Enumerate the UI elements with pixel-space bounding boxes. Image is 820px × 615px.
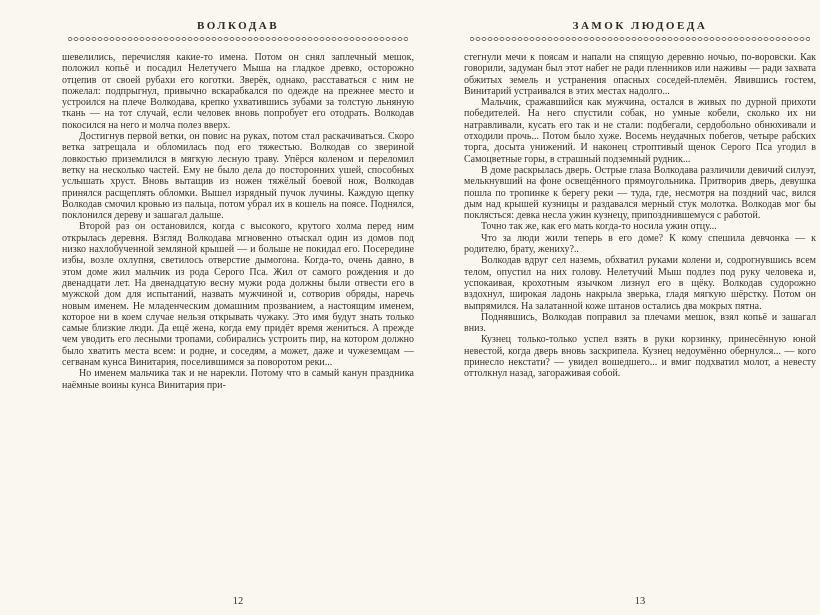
paragraph: В доме раскрылась дверь. Острые глаза Волкодава различили девичий силуэт, мелькнувший на фоне освещённого прямоугольника. Притворив дверь, девушка пошла по тропинке к берегу реки — туда, где, несмотря на поздний час, вился дым над крышей кузницы и раздавался мерный стук молотка. Волкодав мог бы поклясться: девка несла ужин кузнецу, припозднившемуся с работой. [464,164,816,222]
right-header-ornament [470,36,810,42]
paragraph: Поднявшись, Волкодав поправил за плечами мешок, взял копьё и зашагал вниз. [464,311,816,335]
left-header-ornament [68,36,408,42]
paragraph: Кузнец только-только успел взять в руки корзинку, принесённую юной невестой, когда дверь вновь заскрипела. Кузнец недоумённо обернулся... — кого принесло некстати? — увидел вошедшего... и вмиг подхватил молот, а невесту оттолкнул назад, загораживая собой. [464,334,816,380]
left-page-number: 12 [232,596,244,607]
paragraph: Достигнув первой ветки, он повис на руках, потом стал раскачиваться. Скоро ветка затрещала и обломилась под его тяжестью. Волкодав со звериной ловкостью приземлился в мягкую лесную траву. Упёрся коленом и переломил ветку на несколько частей. Ему не было дела до посторонних ушей, способных услышать хруст. Вновь вытащив из ножен тяжёлый боевой нож, Волкодав принялся расщеплять обломки. Вышел изрядный пучок лучины. Каждую щепку Волкодав смочил кровью из пальца, потом убрал их в кошель на поясе. Поднялся, поклонился дереву и зашагал дальше. [62,131,414,222]
paragraph: Мальчик, сражавшийся как мужчина, остался в живых по дурной прихоти победителей. На него спустили собак, но умные кобели, сколько их ни натравливали, кусать его так и не стали: подбегали, сердобольно обнюхивали и отходили прочь... Потом было хуже. Восемь неудачных побегов, четыре рабских торга, досыта унижений. И наконец строптивый щенок Серого Пса угодил в Самоцветные горы, в страшный подземный рудник... [464,97,816,165]
paragraph: Но именем мальчика так и не нарекли. Потому что в самый канун праздника наёмные воины кунса Винитария при- [62,368,414,391]
right-text-block [464,52,816,592]
right-page-number: 13 [634,596,646,607]
left-text-block [62,52,414,592]
right-running-head: ЗАМОК ЛЮДОЕДА [572,20,708,32]
paragraph: шевелились, перечисляя какие-то имена. Потом он снял заплечный мешок, положил копьё и посадил Нелетучего Мыша на гладкое древко, осторожно отцепив от своей рубахи его коготки. Зверёк, однако, расставаться с ним не пожелал: подпрыгнул, привычно вскарабкался по одежде на прежнее место и устроился на плече Волкодава, крепко ухватившись зубами за толстую льняную ткань — на тот случай, если человек вновь попробует его отодрать. Волкодав покосился на него и молча полез вверх. [62,52,414,131]
left-running-head: ВОЛКОДАВ [196,20,280,32]
paragraph: Что за люди жили теперь в его доме? К кому спешила девчонка — к родителю, брату, жениху?.. [464,232,816,256]
left-page [62,20,414,615]
paragraph: Второй раз он остановился, когда с высокого, крутого холма перед ним открылась деревня. Взгляд Волкодава мгновенно отыскал один из домов под низко нахлобученной земляной крышей — и больше не покидал его. Посередине избы, возле охлупня, светилось отверстие дымогона. Когда-то, очень давно, в этом доме жил мальчик из рода Серого Пса. Жил от самого рождения и до двенадцати лет. На двенадцатую весну мужи рода должны были отвести его в мужской дом для испытаний, назвать мужчиной и, сотворив обряды, наречь новым именем. Не младенческим домашним прозванием, а настоящим именем, которое ни в коем случае нельзя открывать чужаку. Это имя будут знать только самые близкие люди. Да ещё жена, когда ему придёт время жениться. А прежде чем уводить его лесными тропами, собирались устроить пир, на котором должно было хватить места всем: и родне, и соседям, а может, даже и чужеземцам — сегванам кунса Винитария, поселившимся за поворотом реки... [62,221,414,369]
paragraph: стегнули мечи к поясам и напали на спящую деревню ночью, по-воровски. Как говорили, задуман был этот набег не ради пленников или наживы — ради захвата обжитых земель и устранения опасных соседей-племён. Явившись гостем, Винитарий устраивался в этих местах надолго... [464,52,816,97]
paragraph: Точно так же, как его мать когда-то носила ужин отцу... [481,221,717,233]
right-page [464,20,816,615]
paragraph: Волкодав вдруг сел наземь, обхватил руками колени и, содрогнувшись всем телом, опустил на них голову. Нелетучий Мыш подлез под руку человека и, успокаивая, крохотным язычком лизнул его в щёку. Волкодав судорожно вздохнул, широкая ладонь накрыла зверька, гладя мягкую шёрстку. Потом он выпрямился. На залатанной коже штанов остались два мокрых пятна. [464,255,816,312]
